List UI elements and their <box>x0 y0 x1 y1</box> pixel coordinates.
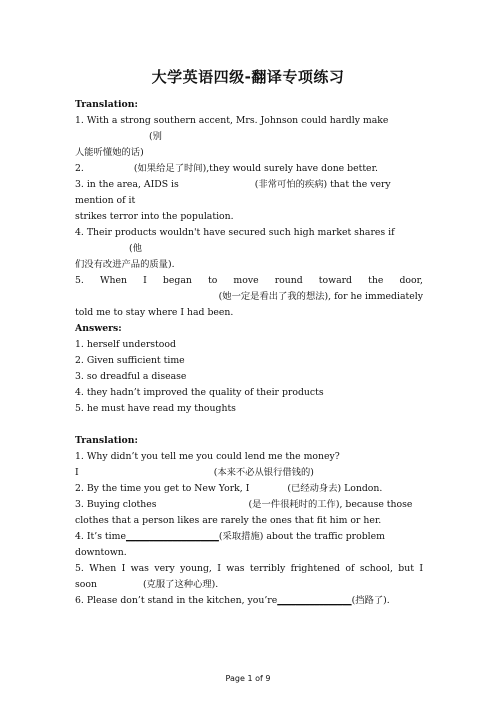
answer-item: 3. so dreadful a disease <box>75 371 187 382</box>
exercise-item: 1. With a strong southern accent, Mrs. Johnson could hardly make(别 <box>75 115 389 142</box>
exercise-item: 6. Please don’t stand in the kitchen, you’re________________(挡路了). <box>75 595 390 606</box>
exercise-item-continued: 们没有改进产品的质量). <box>75 259 175 270</box>
exercise-item: 5. When I began to move round toward the door, <box>75 275 423 286</box>
exercise-item: 4. It’s time____________________(采取措施) about the traffic problem downtown. <box>75 531 385 558</box>
answer-item: 4. they hadn’t improved the quality of their products <box>75 387 324 398</box>
exercise-item-continued: (她一定是看出了我的想法), for he immediately <box>218 291 423 302</box>
answer-item: 5. he must have read my thoughts <box>75 403 236 414</box>
exercise-item: 2. By the time you get to New York, I (已经动身去) London. <box>75 483 383 494</box>
exercise-item-continued: clothes that a person likes are rarely the ones that fit him or her. <box>75 515 382 526</box>
exercise-item: I (本来不必从银行借钱的) <box>75 467 314 478</box>
exercise-item: 1. Why didn’t you tell me you could lend me the money? <box>75 451 340 462</box>
exercise-item: 3. Buying clothes (是一件很耗时的工作), because those <box>75 499 413 510</box>
exercise-item-continued: 人能听懂她的话) <box>75 147 144 158</box>
document-title: 大学英语四级-翻译专项练习 <box>151 68 345 86</box>
exercise-item-continued: told me to stay where I had been. <box>75 307 234 318</box>
answer-blank: ________________ <box>277 595 352 606</box>
document-body <box>75 97 423 609</box>
exercise-item: 4. Their products wouldn't have secured such high market shares if(他 <box>75 227 395 254</box>
section-heading: Translation: <box>75 435 138 446</box>
answer-blank: ____________________ <box>125 531 219 542</box>
exercise-item: 3. in the area, AIDS is (非常可怕的疾病) that the very mention of it <box>75 179 391 206</box>
page-footer: Page 1 of 9 <box>225 674 271 683</box>
exercise-item: 5. When I was very young, I was terribly frightened of school, but I <box>75 563 423 574</box>
section-heading: Translation: <box>75 99 138 110</box>
exercise-item: 2. (如果给足了时间),they would surely have done better. <box>75 163 378 174</box>
answer-item: 1. herself understood <box>75 339 176 350</box>
answer-item: 2. Given sufficient time <box>75 355 185 366</box>
exercise-item-continued: strikes terror into the population. <box>75 211 234 222</box>
answers-heading: Answers: <box>75 323 122 334</box>
exercise-item-continued: soon (克服了这种心理). <box>75 579 219 590</box>
